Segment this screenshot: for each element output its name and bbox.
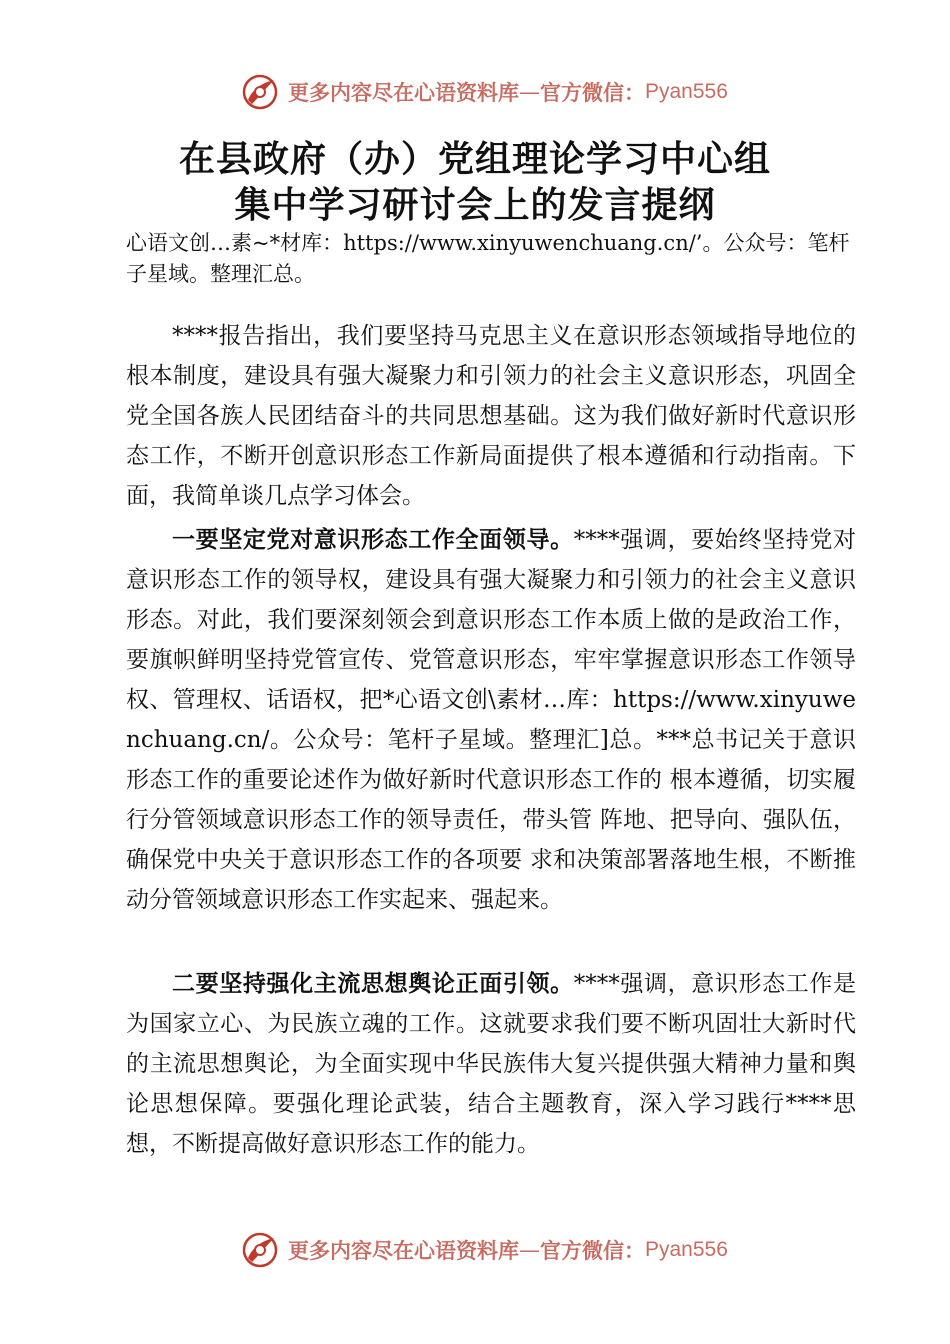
point-1-heading: 一要坚定党对意识形态工作全面领导。 <box>172 527 574 553</box>
banner-wechat-label: 官方微信： <box>540 81 645 105</box>
banner-wechat-id: Pyan556 <box>645 80 728 103</box>
footer-banner-wechat-id: Pyan556 <box>645 1238 728 1261</box>
paragraph-point-2 <box>126 964 856 1164</box>
footer-banner-separator: — <box>519 1238 540 1262</box>
paragraph-point-1 <box>126 520 856 920</box>
page-title-line-2: 集中学习研讨会上的发言提纲 <box>234 184 716 226</box>
paragraph-intro: ****报告指出，我们要坚持马克思主义在意识形态领域指导地位的根本制度，建设具有强大凝聚力和引领力的社会主义意识形态，巩固全党全国各族人民团结奋斗的共同思想基础。这为我们做好新时代意识形态工作，不断开创意识形态工作新局面提供了根本遵循和行动指南。下面，我简单谈几点学习体会。 <box>126 323 856 509</box>
footer-banner-wechat-label: 官方微信： <box>540 1239 645 1263</box>
source-note: 心语文创…素~*材库：https://www.xinyuwenchuang.cn/’。公众号：笔杆子星域。整理汇总。 <box>126 231 850 286</box>
point-2-heading: 二要坚持强化主流思想舆论正面引领。 <box>172 971 574 997</box>
banner-text: 更多内容尽在心语资料库 <box>288 81 519 105</box>
footer-banner-text: 更多内容尽在心语资料库 <box>288 1239 519 1263</box>
page-title-line-1: 在县政府（办）党组理论学习中心组 <box>178 138 771 180</box>
header-banner <box>240 70 728 114</box>
banner-separator: — <box>519 80 540 104</box>
footer-banner <box>240 1228 728 1272</box>
point-2-body: ****强调，意识形态工作是为国家立心、为民族立魂的工作。这就要求我们要不断巩固壮大新时代的主流思想舆论，为全面实现中华民族伟大复兴提供强大精神力量和舆论思想保障。要强化理论武装，结合主题教育，深入学习践行****思想，不断提高做好意识形态工作的能力。 <box>126 971 857 1157</box>
xinyu-logo-icon <box>240 72 280 112</box>
xinyu-logo-icon <box>240 1230 280 1270</box>
point-1-body: ****强调，要始终坚持党对意识形态工作的领导权，建设具有强大凝聚力和引领力的社会主义意识形态。对此，我们要深刻领会到意识形态工作本质上做的是政治工作，要旗帜鲜明坚持党管宣传、党管意识形态，牢牢掌握意识形态工作领导权、管理权、话语权，把*心语文创\素材…库：https://www.xinyuwenchuang.cn/。公众号：笔杆子星域。整理汇]总。***总书记关于意识形态工作的重要论述作为做好新时代意识形态工作的 根本遵循，切实履行分管领域意识形态工作的领导责任，带头管 阵地、把导向、强队伍，确保党中央关于意识形态工作的各项要 求和决策部署落地生根，不断推动分管领域意识形态工作实起来、强起来。 <box>126 527 857 913</box>
